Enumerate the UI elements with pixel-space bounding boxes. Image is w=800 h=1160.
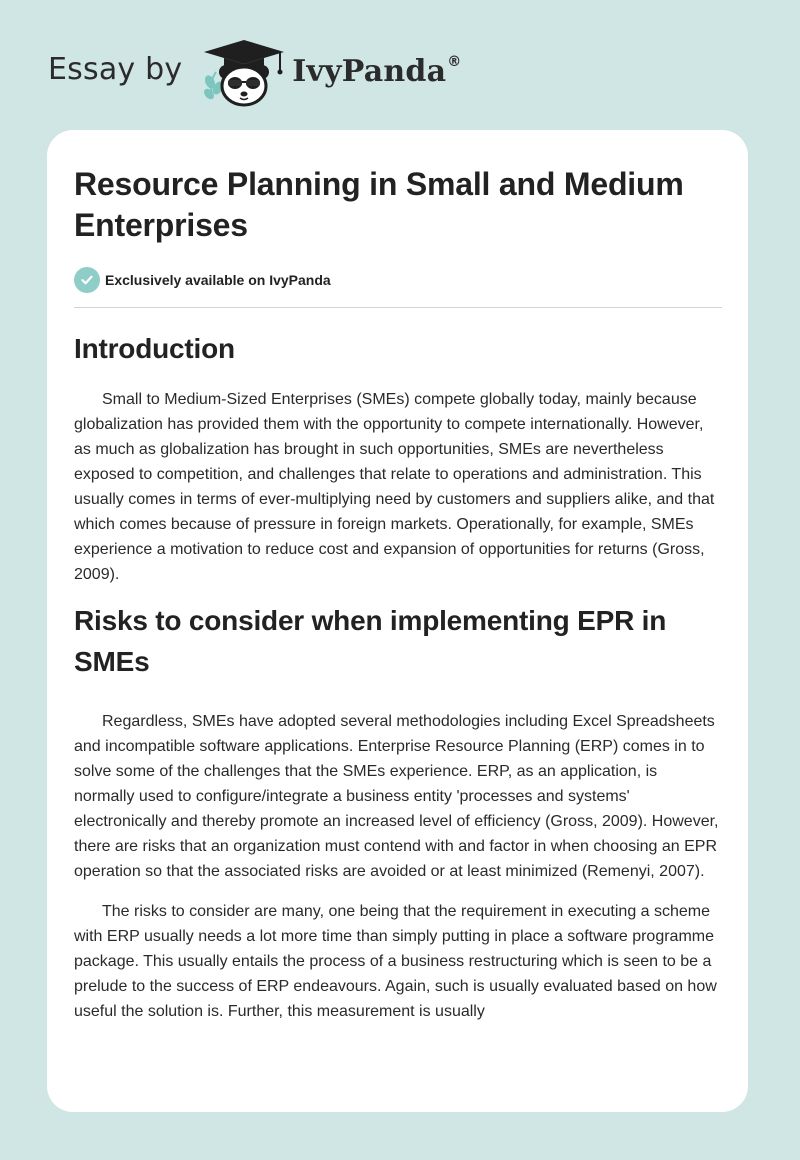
paragraph-risks-1: Regardless, SMEs have adopted several methodologies including Excel Spreadsheets and incompatible software applications. Enterprise Resource Planning (ERP) comes in to solve some of the challenges that the SMEs experience. ERP, as an application, is normally used to configure/integrate a business entity 'processes and systems' electronically and thereby promote an increased level of efficiency (Gross, 2009). However, there are risks that an organization must contend with and factor in when choosing an EPR operation so that the associated risks are avoided or at least minimized (Remenyi, 2007). (74, 713, 719, 880)
article-card (47, 130, 748, 1112)
brand-name: IvyPanda® (292, 53, 462, 89)
brand-prefix: Essay by (48, 51, 183, 87)
paragraph-risks-2: The risks to consider are many, one being that the requirement in executing a scheme with ERP usually needs a lot more time than simply putting in place a software programme package. This usually entails the process of a business restructuring which is seen to be a prelude to the success of ERP endeavours. Again, such is usually evaluated based on how useful the solution is. Further, this measurement is usually (74, 903, 717, 1020)
section-heading-introduction: Introduction (74, 333, 235, 364)
title-divider (74, 307, 722, 308)
panda-graduate-logo-icon (198, 36, 290, 108)
check-circle-icon (74, 267, 100, 293)
paragraph-introduction: Small to Medium-Sized Enterprises (SMEs) compete globally today, mainly because globalization has provided them with the opportunity to compete internationally. However, as much as globalization has brought in such opportunities, SMEs are nevertheless exposed to competition, and challenges that relate to operations and administration. This usually comes in terms of ever-multiplying need by customers and suppliers alike, and that which comes because of pressure in foreign markets. Operationally, for example, SMEs experience a motivation to reduce cost and expansion of opportunities for returns (Gross, 2009). (74, 391, 715, 583)
exclusive-badge-text: Exclusively available on IvyPanda (105, 272, 331, 288)
exclusive-badge (74, 266, 721, 294)
registered-mark: ® (447, 53, 462, 70)
brand-header[interactable] (48, 36, 461, 108)
article-title: Resource Planning in Small and Medium Enterprises (74, 166, 684, 243)
section-heading-risks: Risks to consider when implementing EPR in SMEs (74, 605, 667, 677)
